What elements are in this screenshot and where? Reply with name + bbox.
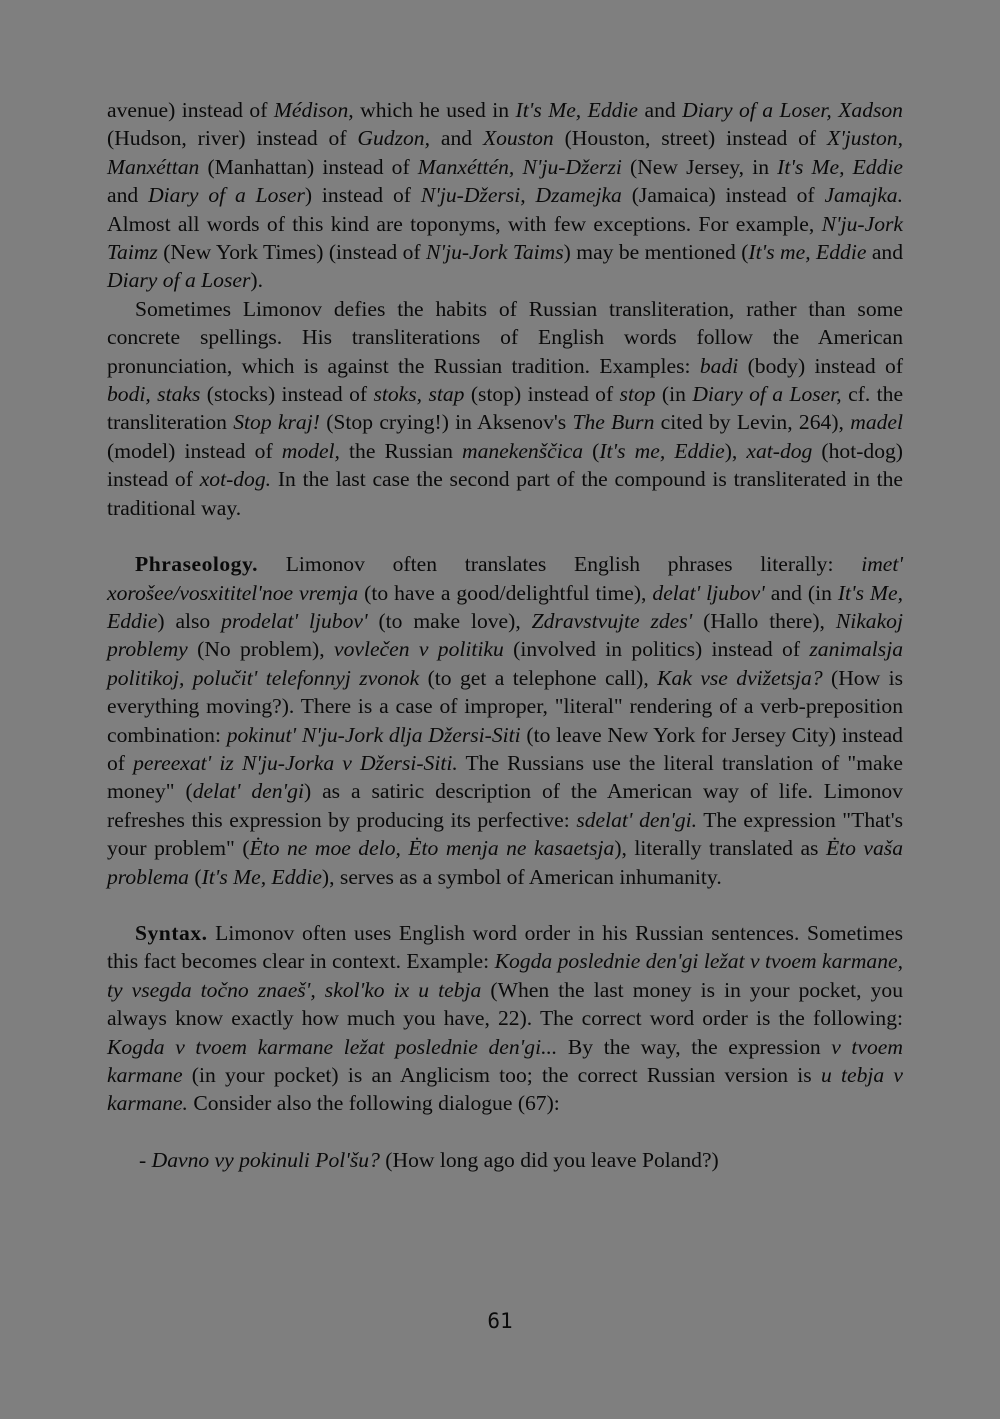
italic-term: It's Me, Eddie [515,98,639,122]
text-run: (stop) instead of [464,382,620,407]
italic-term: vovlečen v politiku [333,637,504,662]
section-heading: Phraseology. [135,552,258,577]
text-run: ) also [157,608,222,633]
italic-term: prodelat' ljubov' [221,608,368,633]
paragraph-transliteration-pronunciation [107,295,903,522]
italic-term: u tebja v karmane. [107,1063,903,1116]
text-run: the Russian [339,438,462,463]
text-run: Almost all words of this kind are toponyms, with few exceptions. For example, [107,211,822,236]
italic-term: Kogda v tvoem karmane ležat poslednie den'gi... [107,1034,558,1059]
italic-term: Stop kraj! [233,410,320,435]
italic-term: stop [619,382,656,407]
italic-term: Zdravstvujte zdes' [531,608,693,633]
text-run: (body) instead of [738,353,904,378]
text-run: The expression "That's your problem" ( [107,807,903,861]
text-run: cited by Levin, 264), [654,410,851,435]
italic-term: N'ju-Jork Taims [426,240,564,265]
italic-term: manekenščica [461,438,584,463]
text-run: Limonov often translates English phrases literally: [257,552,862,577]
text-run: ) as a satiric description of the American way of life. Limonov refreshes this expression by producing its perfective: [107,779,903,832]
italic-term: badi [699,353,739,378]
italic-term: pereexat' iz N'ju-Jorka v Džersi-Siti. [133,750,458,775]
text-run: In the last case the second part of the compound is transliterated in the traditional way. [107,467,904,520]
italic-term: stoks, stap [373,382,465,407]
text-run: The Russians use the literal translation of "make money" ( [107,750,903,804]
paragraph-phraseology [107,550,903,891]
dialogue-line [107,1146,903,1174]
text-run: (How is everything moving?). There is a case of improper, "literal" rendering of a verb-preposition combination: [107,665,903,747]
text-run: (Stop crying!) in Aksenov's [319,410,573,435]
italic-term: Ėto ne moe delo, Ėto menja ne kasaetsja [249,836,615,861]
text-run: Sometimes Limonov defies the habits of Russian transliteration, rather than some concrete spellings. His transliterations of English words follow the American pronunciation, which is against the Russian tradition. Examples: [107,296,903,378]
text-run: - [139,1147,152,1172]
text-run: and [638,98,683,122]
text-run: Consider also the following dialogue (67): [187,1091,560,1116]
text-run: (Houston, street) instead of [553,126,827,151]
text-run: (to get a telephone call), [419,665,658,690]
italic-term: Gudzon, [357,126,430,151]
italic-term: sdelat' den'gi. [576,807,698,832]
text-run: (When the last money is in your pocket, you always know exactly how much you have, 22). The correct word order is the following: [107,977,904,1031]
italic-term: X'juston, Manxéttan [107,126,903,179]
text-run: and [107,183,149,208]
italic-term: It's Me, Eddie [107,580,903,633]
text-run: and [866,240,903,265]
text-run: ) may be mentioned ( [563,240,749,265]
text-run: which he used in [353,98,516,122]
italic-term: Manxéttén, N'ju-Džerzi [417,154,622,179]
paragraph-syntax [107,919,903,1118]
italic-term: Diary of a Loser, [692,382,842,407]
text-run: and (in [764,580,838,605]
italic-term: Diary of a Loser [107,268,251,293]
text-run: (to make love), [367,608,532,633]
text-run: (to leave New York for Jersey City) instead of [107,722,903,775]
text-run: (Jamaica) instead of [621,183,825,208]
italic-term: N'ju-Jork Taimz [107,211,903,265]
italic-term: Xouston [482,126,554,151]
italic-term: N'ju-Džersi, Dzamejka [420,183,622,208]
italic-term: pokinut' N'ju-Jork dlja Džersi-Siti [226,722,521,747]
paragraph-transliteration-toponyms [107,96,903,295]
italic-term: Diary of a Loser, Xadson [682,98,903,122]
text-run: (New Jersey, in [621,154,778,179]
text-run: (Hallo there), [692,608,836,633]
text-run: (in your pocket) is an Anglicism too; the correct Russian version is [182,1063,821,1087]
italic-term: Médison, [273,98,354,122]
italic-term: delat' ljubov' [652,580,765,605]
italic-term: It's Me, Eddie [777,154,903,179]
italic-term: Diary of a Loser [148,183,305,208]
text-run: ), serves as a symbol of American inhumanity. [321,864,722,889]
text-run: (involved in politics) instead of [503,637,810,662]
text-run: ), [724,438,747,463]
text-run: By the way, the expression [557,1034,832,1059]
italic-term: The Burn [572,410,655,435]
text-run: and [430,126,483,151]
italic-term: Nikakoj problemy [107,608,903,662]
italic-term: model, [281,438,340,463]
text-run: (Hudson, river) instead of [107,126,358,151]
page-number: 61 [487,1309,513,1333]
italic-term: xot-dog. [199,467,272,492]
text-run: (model) instead of [107,438,282,463]
italic-term: Kak vse dvižetsja? [657,665,823,690]
italic-term: imet' xorošee/vosxititel'noe vremja [107,552,903,605]
text-run: ), literally translated as [614,836,826,861]
italic-term: delat' den'gi [192,779,304,804]
text-run: (How long ago did you leave Poland?) [379,1147,719,1172]
text-run: (hot-dog) instead of [107,438,903,492]
italic-term: It's Me, Eddie [201,864,322,889]
text-run: ). [250,268,263,293]
text-run: (New York Times) (instead of [157,240,427,265]
section-heading: Syntax. [135,920,208,945]
text-run: (to have a good/delightful time), [358,580,653,605]
italic-term: v tvoem karmane [107,1034,903,1087]
italic-term: It's me, Eddie [599,438,725,463]
italic-term: Jamajka. [824,183,903,208]
italic-term: Ėto vaša problema [107,836,903,889]
italic-term: bodi, staks [107,382,201,407]
text-run: (in [655,382,693,407]
italic-term: Kogda poslednie den'gi ležat v tvoem karmane, ty vsegda točno znaeš', skol'ko ix u tebja [107,949,903,1002]
italic-term: It's me, Eddie [748,240,867,265]
text-run: avenue) instead of [107,98,274,122]
italic-term: Davno vy pokinuli Pol'šu? [151,1147,380,1172]
text-run: (Manhattan) instead of [199,154,418,179]
text-run: (No problem), [187,637,334,662]
text-run: ( [583,438,600,463]
italic-term: zanimalsja politikoj, polučit' telefonnyj zvonok [107,637,903,690]
text-run: ) instead of [304,183,421,208]
text-run: cf. the transliteration [107,382,904,435]
text-run: ( [188,864,202,889]
body-text [107,96,903,1174]
text-run: Limonov often uses English word order in his Russian sentences. Sometimes this fact becomes clear in context. Example: [107,920,903,974]
italic-term: madel [850,410,904,435]
text-run: (stocks) instead of [200,382,374,407]
italic-term: xat-dog [746,438,813,463]
